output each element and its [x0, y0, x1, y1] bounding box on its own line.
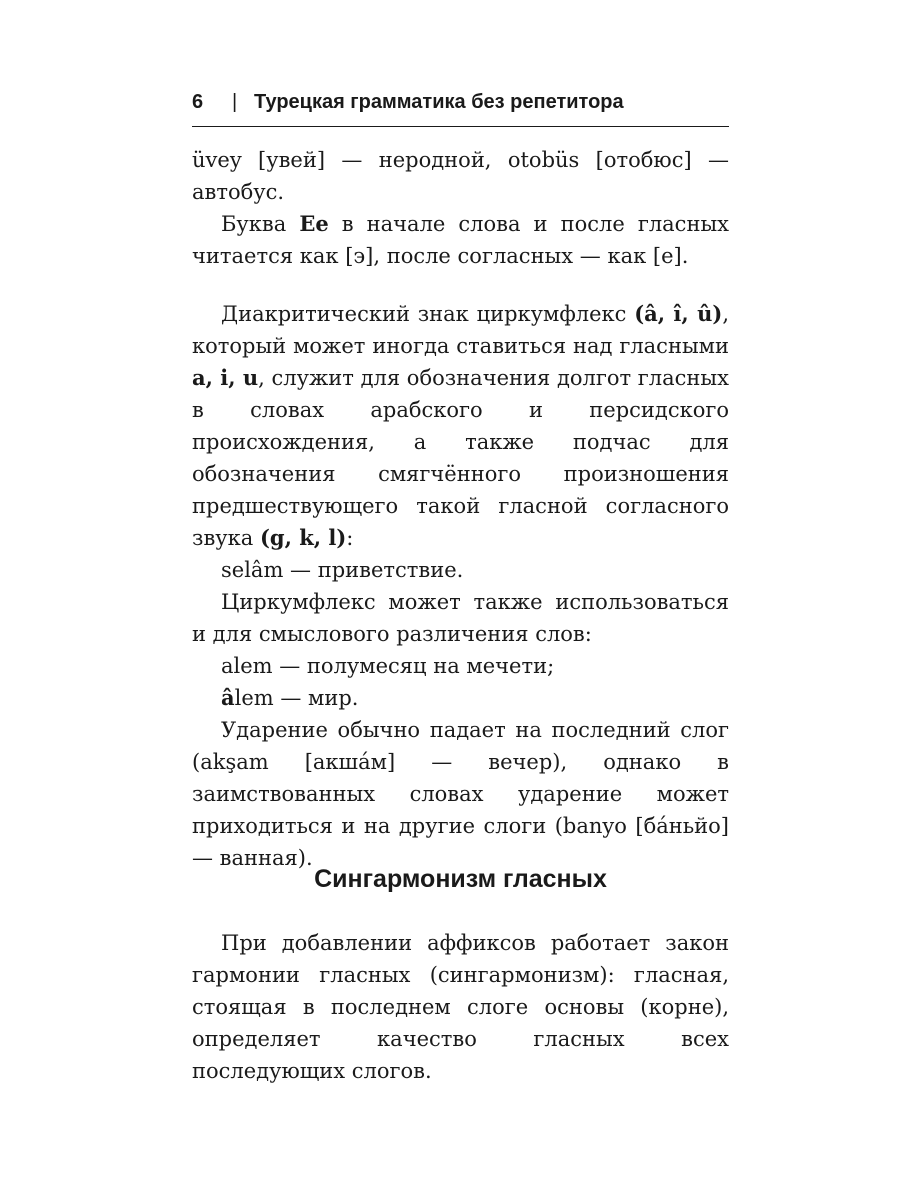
text-block-top: [192, 144, 729, 272]
vowels-aiu: a, i, u: [192, 365, 259, 390]
book-title: Турецкая грамматика без репетитора: [254, 91, 624, 113]
letter-ee: Ee: [299, 211, 329, 236]
paragraph-ending: üvey [увей] — неродной, otobüs [отобюс] — автобус.: [192, 148, 729, 204]
consonants-gkl: (g, k, l): [259, 525, 347, 550]
text-block-bottom: [192, 927, 729, 1087]
section-heading: Сингармонизм гласных: [314, 865, 607, 893]
header-separator: |: [232, 91, 238, 113]
running-header: [192, 86, 729, 127]
paragraph-circumflex: Диакритический знак циркумфлекс (â, î, û), который может иногда ставиться над гласными a, i, u, служит для обозначения долгот гласных в словах арабского и персидского происхождения, а также подчас для обозначения смягчённого произношения предшествующего такой гласной согласного звука (g, k, l):: [192, 301, 730, 550]
text-block-middle: [192, 298, 729, 874]
circumflex-letters: (â, î, û): [634, 301, 723, 326]
page-number: 6: [192, 91, 204, 113]
example-alem-world: âlem — мир.: [221, 685, 359, 710]
paragraph-letter-e: Буква Ee в начале слова и после гласных читается как [э], после согласных — как [е].: [192, 211, 730, 268]
example-selam: selâm — приветствие.: [221, 558, 464, 582]
paragraph-stress: Ударение обычно падает на последний слог (akşam [акша́м] — вечер), однако в заимствованных словах ударение может приходиться и на другие слоги (banyo [ба́ньйо] — ванная).: [192, 718, 729, 870]
example-alem: alem — полумесяц на мечети;: [221, 654, 555, 678]
paragraph-circumflex-meaning: Циркумфлекс может также использоваться и для смыслового различения слов:: [192, 590, 729, 646]
paragraph-vowel-harmony: При добавлении аффиксов работает закон гармонии гласных (сингармонизм): гласная, стоящая в последнем слоге основы (корне), определяет качество гласных всех последующих слогов.: [192, 931, 729, 1083]
